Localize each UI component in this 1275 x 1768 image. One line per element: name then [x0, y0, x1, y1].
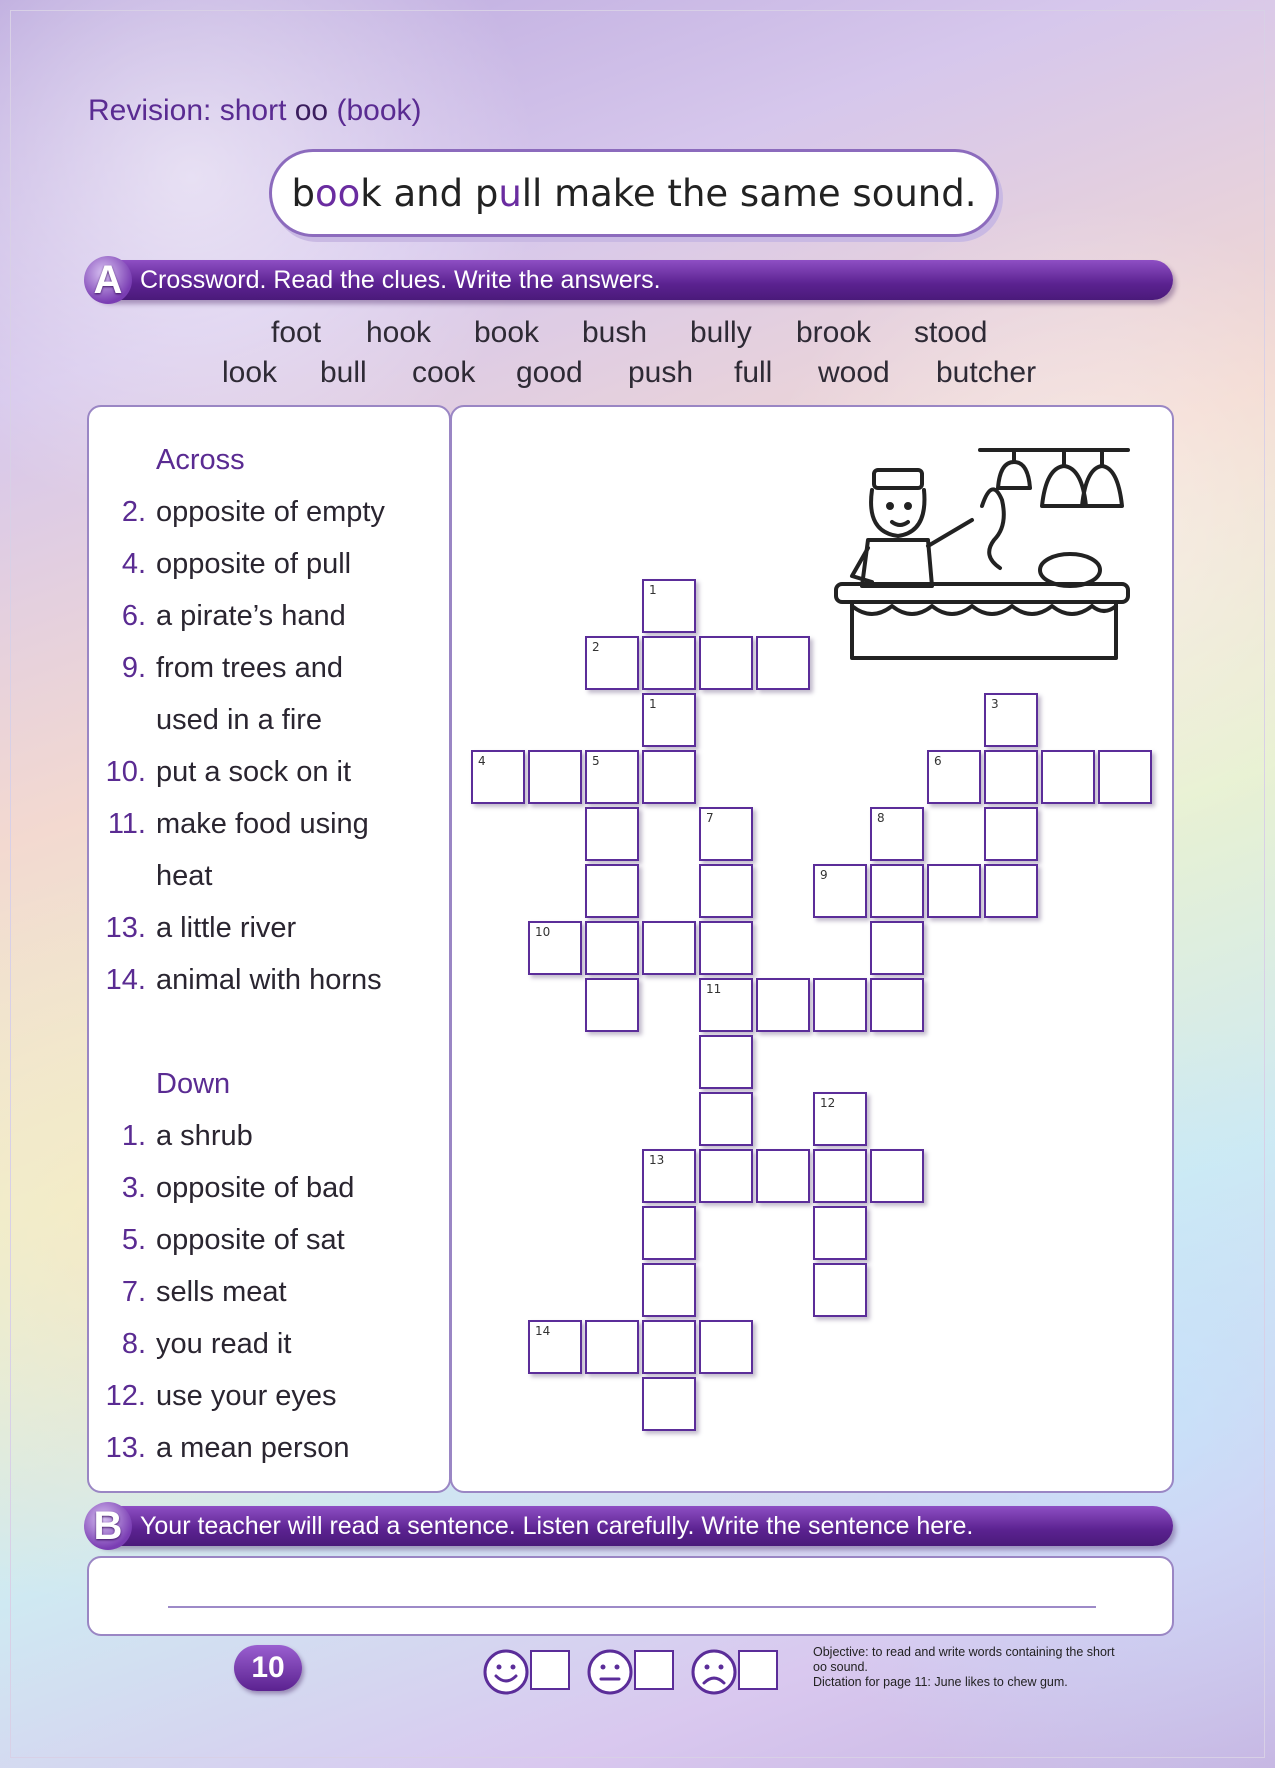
- crossword-cell[interactable]: [642, 1320, 696, 1374]
- section-b-instruction: Your teacher will read a sentence. Listen carefully. Write the sentence here.: [140, 1511, 974, 1540]
- crossword-clue-number: 2: [592, 640, 600, 654]
- crossword-clue-number: 5: [592, 754, 600, 768]
- crossword-cell[interactable]: [585, 636, 639, 690]
- happy-checkbox[interactable]: [530, 1650, 570, 1690]
- word-bank-word: bush: [582, 316, 648, 349]
- word-bank-word: full: [734, 356, 773, 389]
- sad-checkbox[interactable]: [738, 1650, 778, 1690]
- crossword-cell[interactable]: [471, 750, 525, 804]
- crossword-clue-number: 9: [820, 868, 828, 882]
- happy-face-icon: [482, 1648, 530, 1696]
- crossword-cell[interactable]: [642, 579, 696, 633]
- crossword-cell[interactable]: [699, 1320, 753, 1374]
- crossword-cell[interactable]: [870, 807, 924, 861]
- sound-banner: b oo k and p u ll make the same sound.: [272, 152, 996, 234]
- crossword-cell[interactable]: [642, 1263, 696, 1317]
- crossword-clue-number: 8: [877, 811, 885, 825]
- clue-across: 6. a pirate’s hand: [121, 600, 346, 632]
- clue-across: 11. make food using heat: [107, 808, 369, 892]
- crossword-cell[interactable]: [642, 1377, 696, 1431]
- crossword-cell[interactable]: [585, 864, 639, 918]
- crossword-clue-number: 12: [820, 1096, 836, 1110]
- clue-down: 1. a shrub: [121, 1120, 253, 1152]
- clue-across: 14. animal with horns: [105, 964, 382, 996]
- crossword-cell[interactable]: [699, 636, 753, 690]
- crossword-cell[interactable]: [984, 807, 1038, 861]
- crossword-cell[interactable]: [642, 1149, 696, 1203]
- section-a-header: [88, 257, 1173, 302]
- crossword-cell[interactable]: [642, 921, 696, 975]
- crossword-cell[interactable]: [585, 807, 639, 861]
- neutral-checkbox[interactable]: [634, 1650, 674, 1690]
- crossword-cell[interactable]: [585, 921, 639, 975]
- crossword-clue-number: 7: [706, 811, 714, 825]
- crossword-cell[interactable]: [1041, 750, 1095, 804]
- dictation-panel: [87, 1556, 1174, 1636]
- crossword-clue-number: 1: [649, 697, 657, 711]
- crossword-cell[interactable]: [642, 636, 696, 690]
- clue-across: 9. from trees and used in a fire: [121, 652, 343, 736]
- word-bank-word: foot: [271, 316, 322, 349]
- clue-across: 13. a little river: [105, 912, 297, 944]
- crossword-cell[interactable]: [927, 864, 981, 918]
- word-bank-word: wood: [818, 356, 890, 389]
- crossword-cell[interactable]: [984, 693, 1038, 747]
- crossword-cell[interactable]: [642, 750, 696, 804]
- crossword-cell[interactable]: [528, 921, 582, 975]
- crossword-cell[interactable]: [699, 978, 753, 1032]
- clue-across: 2. opposite of empty: [121, 496, 385, 528]
- crossword-cell[interactable]: [642, 1206, 696, 1260]
- crossword-cell[interactable]: [927, 750, 981, 804]
- crossword-cell[interactable]: [699, 807, 753, 861]
- word-bank-word: good: [516, 356, 583, 389]
- crossword-cell[interactable]: [870, 1149, 924, 1203]
- down-heading: Down: [156, 1068, 231, 1100]
- word-bank-word: bull: [320, 356, 367, 389]
- word-bank-word: book: [474, 316, 540, 349]
- crossword-cell[interactable]: [870, 864, 924, 918]
- crossword-cell[interactable]: [813, 1263, 867, 1317]
- crossword-clue-number: 4: [478, 754, 486, 768]
- word-bank-word: push: [628, 356, 694, 389]
- word-bank-word: bully: [690, 316, 752, 349]
- clue-down: 3. opposite of bad: [121, 1172, 355, 1204]
- objective-note: Objective: to read and write words containing the short oo sound. Dictation for page 11: June likes to chew gum.: [813, 1645, 1115, 1689]
- dictation-answer-line[interactable]: [168, 1606, 1096, 1608]
- crossword-cell[interactable]: [699, 1092, 753, 1146]
- crossword-cell[interactable]: [813, 978, 867, 1032]
- crossword-cell[interactable]: [813, 1092, 867, 1146]
- crossword-cell[interactable]: [813, 1206, 867, 1260]
- page-number: 10: [234, 1645, 302, 1691]
- crossword-cell[interactable]: [585, 1320, 639, 1374]
- crossword-clue-number: 3: [991, 697, 999, 711]
- crossword-cell[interactable]: [984, 864, 1038, 918]
- crossword-clue-number: 14: [535, 1324, 551, 1338]
- clue-across: 4. opposite of pull: [121, 548, 352, 580]
- crossword-cell[interactable]: [984, 750, 1038, 804]
- word-bank-word: cook: [412, 356, 476, 389]
- crossword-cell[interactable]: [699, 1149, 753, 1203]
- crossword-cell[interactable]: [585, 978, 639, 1032]
- page-title: Revision: short oo (book): [88, 94, 422, 127]
- clue-down: 8. you read it: [121, 1328, 292, 1360]
- crossword-cell[interactable]: [699, 864, 753, 918]
- sad-face-icon: [690, 1648, 738, 1696]
- crossword-cell[interactable]: [699, 1035, 753, 1089]
- crossword-clue-number: 1: [649, 583, 657, 597]
- crossword-cell[interactable]: [756, 978, 810, 1032]
- crossword-clue-number: 13: [649, 1153, 665, 1167]
- crossword-cell[interactable]: [642, 693, 696, 747]
- clue-down: 13. a mean person: [105, 1432, 350, 1464]
- crossword-clue-number: 10: [535, 925, 551, 939]
- section-a-letter: A: [84, 256, 132, 304]
- word-bank-word: stood: [914, 316, 988, 349]
- crossword-cell[interactable]: [756, 1149, 810, 1203]
- clue-down: 12. use your eyes: [105, 1380, 337, 1412]
- crossword-cell[interactable]: [1098, 750, 1152, 804]
- crossword-cell[interactable]: [870, 978, 924, 1032]
- butcher-illustration-icon: [832, 436, 1132, 668]
- neutral-face-icon: [586, 1648, 634, 1696]
- crossword-cell[interactable]: [813, 864, 867, 918]
- crossword-cell[interactable]: [585, 750, 639, 804]
- across-heading: Across: [156, 444, 245, 476]
- crossword-cell[interactable]: [813, 1149, 867, 1203]
- word-bank-word: hook: [366, 316, 432, 349]
- section-a-instruction: Crossword. Read the clues. Write the answers.: [140, 265, 661, 294]
- crossword-cell[interactable]: [756, 636, 810, 690]
- crossword-cell[interactable]: [528, 1320, 582, 1374]
- word-bank-word: look: [222, 356, 278, 389]
- crossword-clue-number: 11: [706, 982, 722, 996]
- section-b-header: [88, 1503, 1173, 1548]
- section-b-letter: B: [84, 1502, 132, 1550]
- crossword-cell[interactable]: [528, 750, 582, 804]
- crossword-cell[interactable]: [699, 921, 753, 975]
- clue-across: 10. put a sock on it: [105, 756, 352, 788]
- word-bank-word: brook: [796, 316, 872, 349]
- clue-down: 7. sells meat: [121, 1276, 287, 1308]
- clue-down: 5. opposite of sat: [121, 1224, 345, 1256]
- crossword-cell[interactable]: [870, 921, 924, 975]
- crossword-clue-number: 6: [934, 754, 942, 768]
- word-bank-word: butcher: [936, 356, 1037, 389]
